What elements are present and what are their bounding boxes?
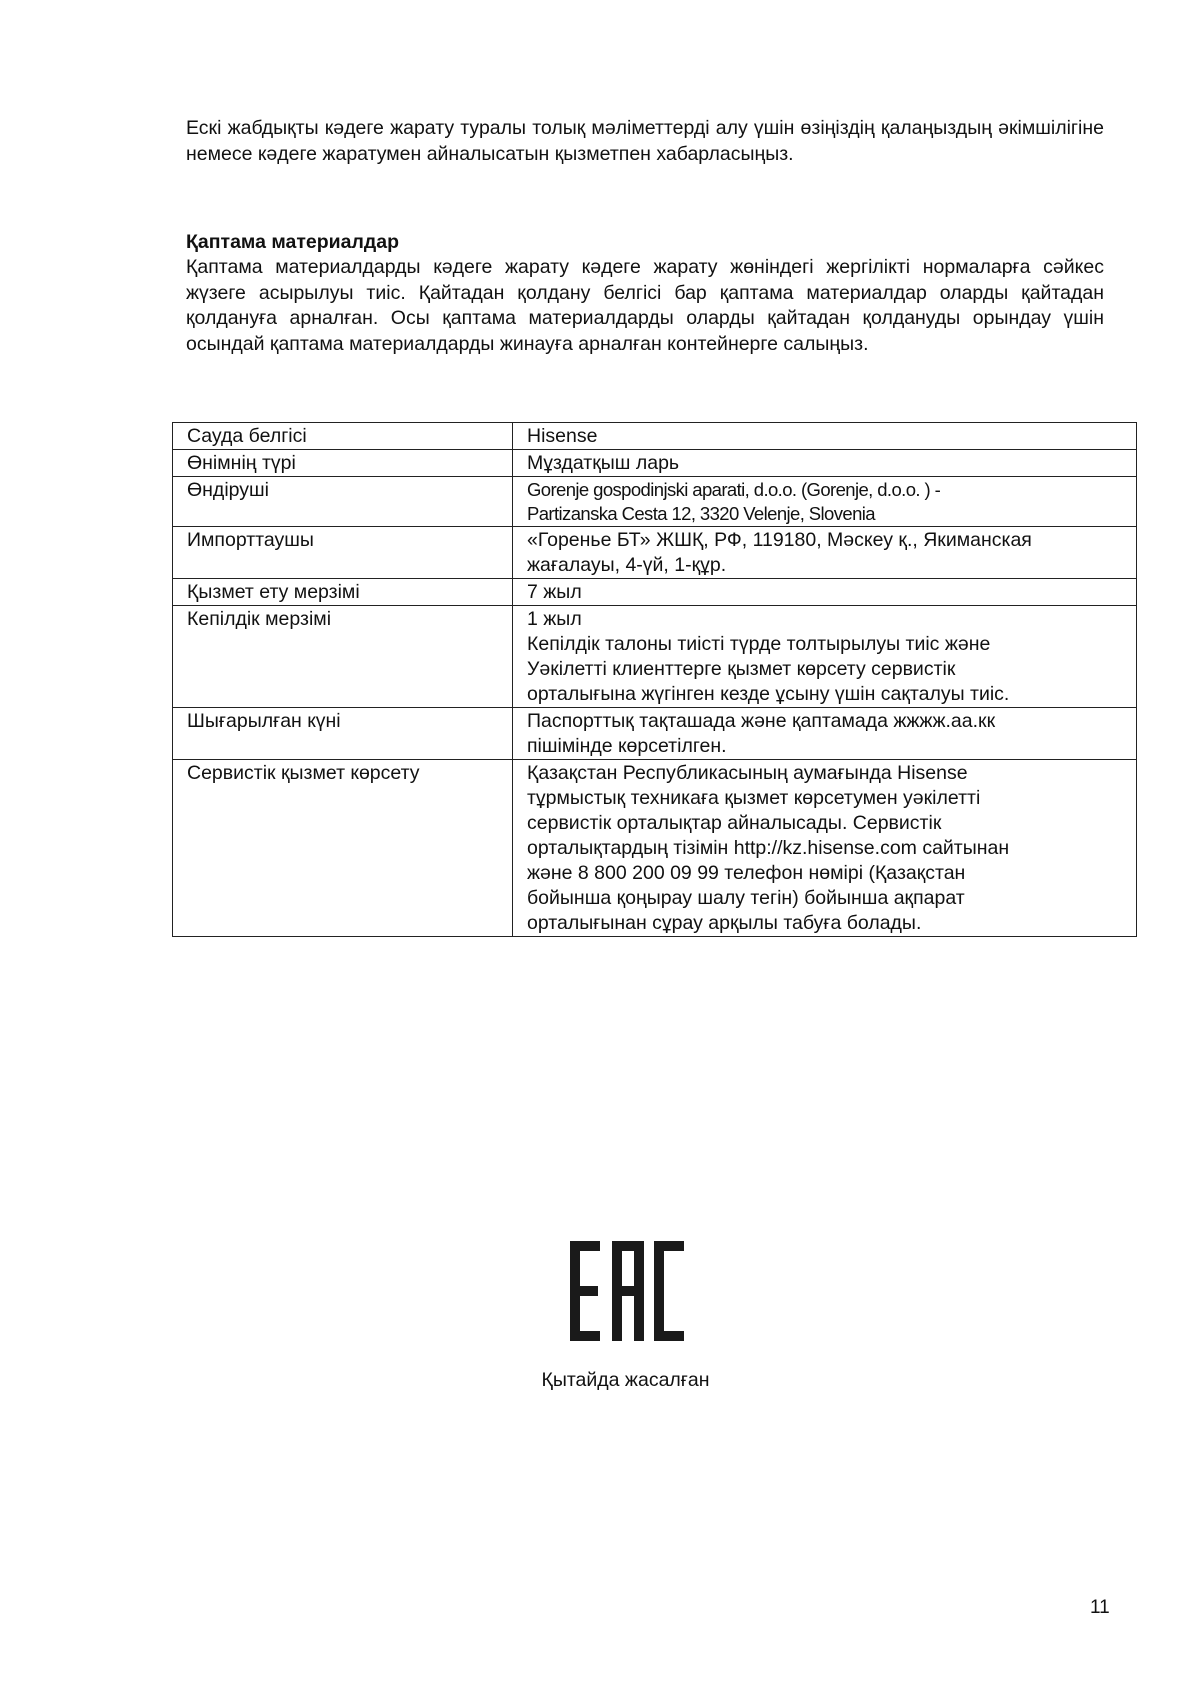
table-row — [173, 423, 1137, 450]
row-label-importer: Импорттаушы — [173, 527, 513, 579]
table-row — [173, 450, 1137, 477]
product-info-table — [172, 422, 1137, 937]
table-row — [173, 477, 1137, 527]
disposal-info-paragraph: Ескі жабдықты кәдеге жарату туралы толық мәліметтерді алу үшін өзіңіздің қалаңыздың әкімшілігіне немесе кәдеге жаратумен айналысатын қызметпен хабарласыңыз. — [186, 117, 1104, 165]
row-value-importer: «Горенье БТ» ЖШҚ, РФ, 119180, Мәскеу қ., Якиманская жағалауы, 4-үй, 1-құр. — [513, 527, 1137, 579]
row-value-product-type: Мұздатқыш ларь — [513, 450, 1137, 477]
eac-mark-icon — [568, 1241, 686, 1341]
row-label-service: Сервистік қызмет көрсету — [173, 760, 513, 937]
table-row — [173, 579, 1137, 606]
row-label-trademark: Сауда белгісі — [173, 423, 513, 450]
row-label-warranty: Кепілдік мерзімі — [173, 606, 513, 708]
row-value-production-date: Паспорттық тақташада және қаптамада жжжж.аа.кк пішімінде көрсетілген. — [513, 708, 1137, 760]
packaging-heading: Қаптама материалдар — [186, 231, 400, 253]
row-label-production-date: Шығарылған күні — [173, 708, 513, 760]
packaging-paragraph: Қаптама материалдарды кәдеге жарату кәдеге жарату жөніндегі жергілікті нормаларға сәйкес жүзеге асырылуы тиіс. Қайтадан қолдану белгісі бар қаптама материалдар оларды қайтадан қолдануға арналған. Осы қаптама материалдарды оларды қайтадан қолдануды орындау үшін осындай қаптама материалдарды жинауға арналған контейнерге салыңыз. — [186, 256, 1104, 355]
row-label-manufacturer: Өндіруші — [173, 477, 513, 527]
table-row — [173, 606, 1137, 708]
page-number: 11 — [1090, 1597, 1110, 1618]
made-in-label: Қытайда жасалған — [541, 1369, 710, 1391]
row-value-manufacturer: Gorenje gospodinjski aparati, d.o.o. (Gorenje, d.o.o. ) - Partizanska Cesta 12, 3320 Velenje, Slovenia — [513, 477, 1137, 527]
row-value-trademark: Hisense — [513, 423, 1137, 450]
row-value-service: Қазақстан Республикасының аумағында Hisense тұрмыстық техникаға қызмет көрсетумен уәкілетті сервистік орталықтар айналысады. Сервистік орталықтардың тізімін http://kz.hisense.com сайтынан және 8 800 200 09 99 телефон нөмірі (Қазақстан бойынша қоңырау шалу тегін) бойынша ақпарат орталығынан сұрау арқылы табуға болады. — [513, 760, 1137, 937]
table-row — [173, 527, 1137, 579]
row-value-warranty: 1 жыл Кепілдік талоны тиісті түрде толтырылуы тиіс және Уәкілетті клиенттерге қызмет көрсету сервистік орталығына жүгінген кезде ұсыну үшін сақталуы тиіс. — [513, 606, 1137, 708]
row-label-product-type: Өнімнің түрі — [173, 450, 513, 477]
row-label-service-life: Қызмет ету мерзімі — [173, 579, 513, 606]
table-row — [173, 708, 1137, 760]
table-row — [173, 760, 1137, 937]
row-value-service-life: 7 жыл — [513, 579, 1137, 606]
